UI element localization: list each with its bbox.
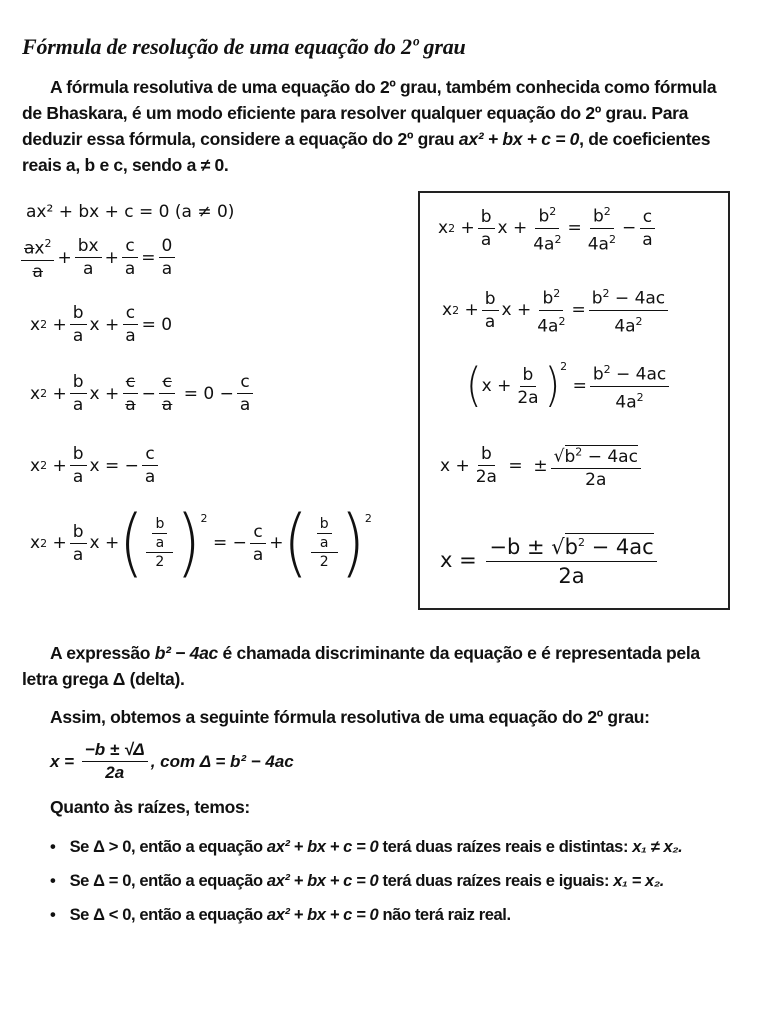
roots-intro: Quanto às raízes, temos: [50, 797, 250, 817]
discriminant-paragraph: A expressão b² − 4ac é chamada discriminante da equação e é representada pela letra grega Δ (delta). [22, 643, 700, 689]
box-step-3: ( x + $\frac{b}{2a}$ ) $^2$ = $\frac{b^2 - 4ac}{4a^2}$ [466, 360, 672, 412]
box-step-2: x 2 + $\frac{b}{a}$ x + $\frac{b^2}{4a^2}$ = $\frac{b^2 - 4ac}{4a^2}$ [442, 284, 671, 336]
derivation-step-2: $\frac{ax^2}{a}$ + $\frac{bx}{a}$ + $\frac{c}{a}$ = $\frac{0}{a}$ [18, 234, 178, 282]
intro-paragraph [22, 74, 722, 178]
derivation-step-3: x 2 + $\frac{b}{a}$ x + $\frac{c}{a}$ = 0 [30, 303, 173, 346]
intro-tail: , de coeficientes reais a, b e c, sendo a ≠ 0. [22, 129, 711, 175]
intro-text: A fórmula resolutiva de uma equação do 2º grau, também conhecida como fórmula de Bhaskara, é um modo eficiente para resolver qualquer equação do 2º grau. Para deduzir essa fórmula, considere a equação do 2º grau [22, 77, 717, 149]
result-intro: Assim, obtemos a seguinte fórmula resolutiva de uma equação do 2º grau: [50, 707, 650, 727]
derivation-step-6: x 2 + $\frac{b}{a}$ x + ( $\frac{\frac{b}{a}}{2}$ ) $^2$ = − $\frac{c}{a}$ + ( $\frac{\frac{b}{a}}{2}$ ) $^2$ [30, 498, 372, 587]
box-step-4: x + $\frac{b}{2a}$ = ± $\frac{√b^2 - 4ac}{2a}$ [440, 442, 644, 490]
bullet-delta-negative: • Se Δ < 0, então a equação ax² + bx + c = 0 não terá raiz real. [50, 906, 511, 925]
bullet-delta-zero: • Se Δ = 0, então a equação ax² + bx + c = 0 terá duas raízes reais e iguais: x₁ = x₂. [50, 872, 664, 891]
derivation-step-4: x 2 + $\frac{b}{a}$ x + $\frac{c}{a}$ − $\frac{c}{a}$ = 0 − $\frac{c}{a}$ [30, 372, 256, 415]
intro-equation: ax² + bx + c = 0 [458, 129, 580, 149]
derivation-step-5: x 2 + $\frac{b}{a}$ x = − $\frac{c}{a}$ [30, 444, 161, 487]
bullet-delta-positive: • Se Δ > 0, então a equação ax² + bx + c = 0 terá duas raízes reais e distintas: x₁ ≠ x₂. [50, 838, 682, 857]
page-title: Fórmula de resolução de uma equação do 2º grau [22, 34, 466, 59]
box-step-5: x = $\frac{-b \pm √b^2 - 4ac}{2a}$ [440, 530, 660, 589]
derivation-step-1: ax² + bx + c = 0 (a ≠ 0) [26, 202, 235, 222]
box-step-1: x 2 + $\frac{b}{a}$ x + $\frac{b^2}{4a^2}$ = $\frac{b^2}{4a^2}$ − $\frac{c}{a}$ [438, 202, 659, 254]
final-formula: x = $\frac{-b \pm √\Delta}{2a}$ , com Δ = b² − 4ac [50, 740, 294, 782]
